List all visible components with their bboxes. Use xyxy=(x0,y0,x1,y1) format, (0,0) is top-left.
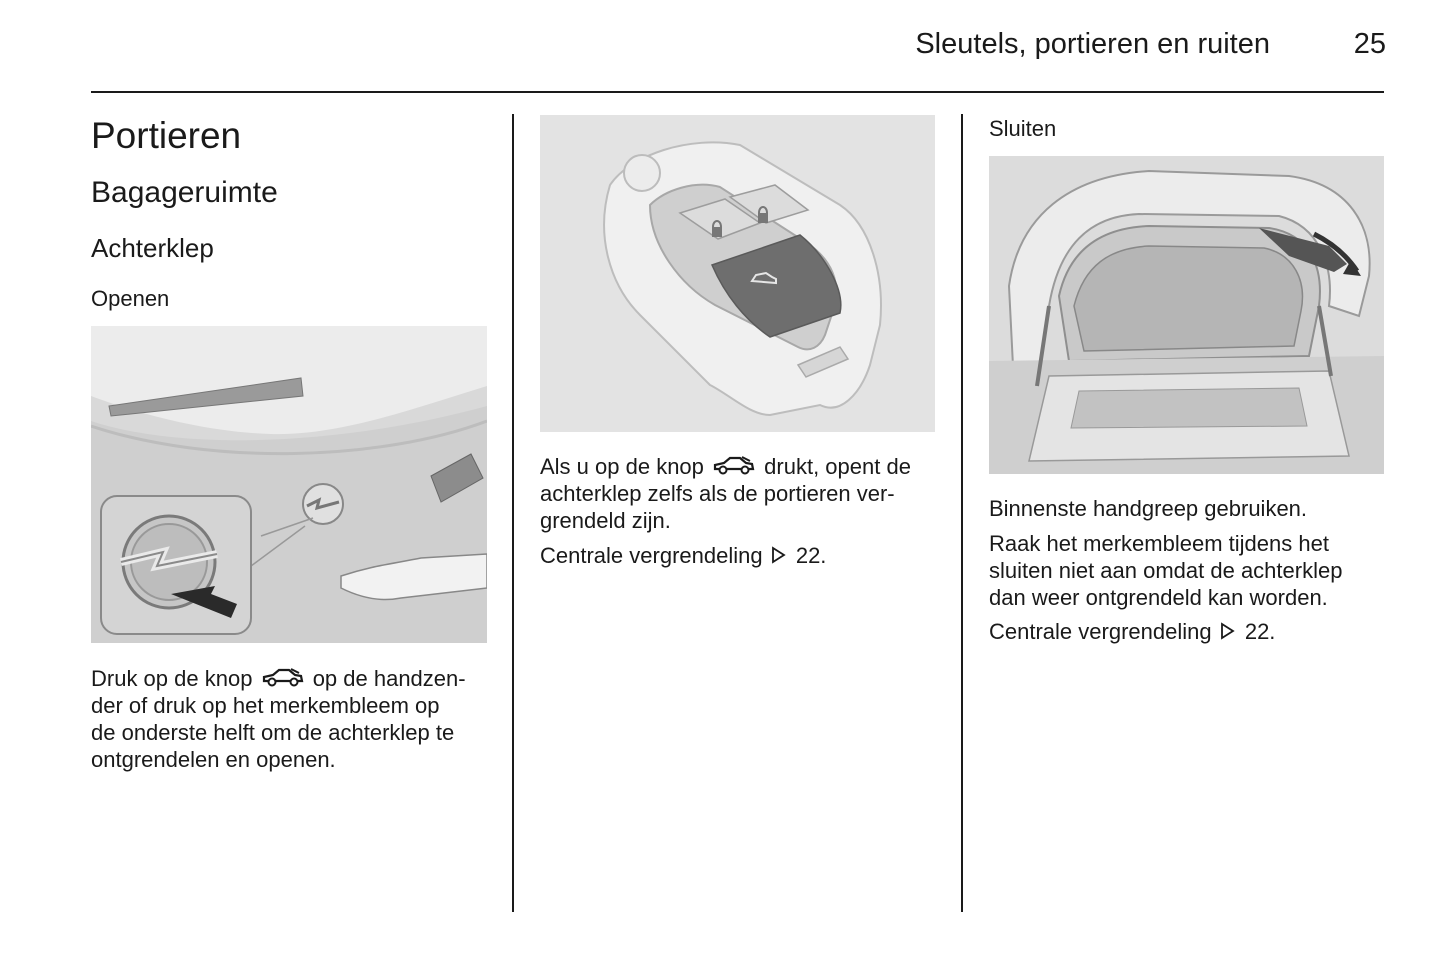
paragraph-handgreep: Binnenste handgreep gebruiken. xyxy=(989,496,1308,521)
paragraph-line: der of druk op het merkembleem op xyxy=(91,693,440,718)
instruction-paragraph-openen xyxy=(91,665,496,773)
cross-reference-central-locking[interactable]: Centrale vergrendeling 22. xyxy=(989,619,1276,644)
page-reference-arrow-icon xyxy=(1220,622,1236,640)
trunk-release-icon xyxy=(261,667,305,689)
tailgate-emblem-illustration xyxy=(91,326,487,643)
paragraph-line: dan weer ontgrendeld kan worden. xyxy=(989,585,1328,610)
heading-portieren: Portieren xyxy=(91,115,242,156)
figure-remote-key xyxy=(540,115,935,432)
cross-reference-central-locking[interactable]: Centrale vergrendeling 22. xyxy=(540,543,827,568)
paragraph-line: Als u op de knop drukt, opent de xyxy=(540,454,911,479)
running-header: Sleutels, portieren en ruiten xyxy=(915,28,1270,60)
heading-bagageruimte: Bagageruimte xyxy=(91,176,278,209)
paragraph-line: Raak het merkembleem tijdens het xyxy=(989,531,1329,556)
paragraph-line: grendeld zijn. xyxy=(540,508,671,533)
page-number: 25 xyxy=(1353,28,1386,60)
paragraph-line: ontgrendelen en openen. xyxy=(91,747,336,772)
figure-tailgate-open xyxy=(989,156,1384,474)
instruction-paragraph-remote xyxy=(540,453,950,534)
column-divider-left xyxy=(512,114,514,912)
trunk-release-icon xyxy=(712,455,756,477)
header-rule xyxy=(91,91,1384,93)
subheading-sluiten: Sluiten xyxy=(989,116,1057,141)
paragraph-line: Druk op de knop op de handzen- xyxy=(91,666,466,691)
warning-paragraph-emblem xyxy=(989,530,1389,611)
paragraph-line: de onderste helft om de achterklep te xyxy=(91,720,455,745)
remote-key-illustration xyxy=(540,115,935,432)
heading-achterklep: Achterklep xyxy=(91,233,214,263)
subheading-openen: Openen xyxy=(91,286,170,311)
tailgate-open-illustration xyxy=(989,156,1384,474)
paragraph-line: achterklep zelfs als de portieren ver- xyxy=(540,481,895,506)
column-divider-right xyxy=(961,114,963,912)
paragraph-line: sluiten niet aan omdat de achterklep xyxy=(989,558,1343,583)
page-reference-arrow-icon xyxy=(771,546,787,564)
figure-tailgate-emblem xyxy=(91,326,487,643)
